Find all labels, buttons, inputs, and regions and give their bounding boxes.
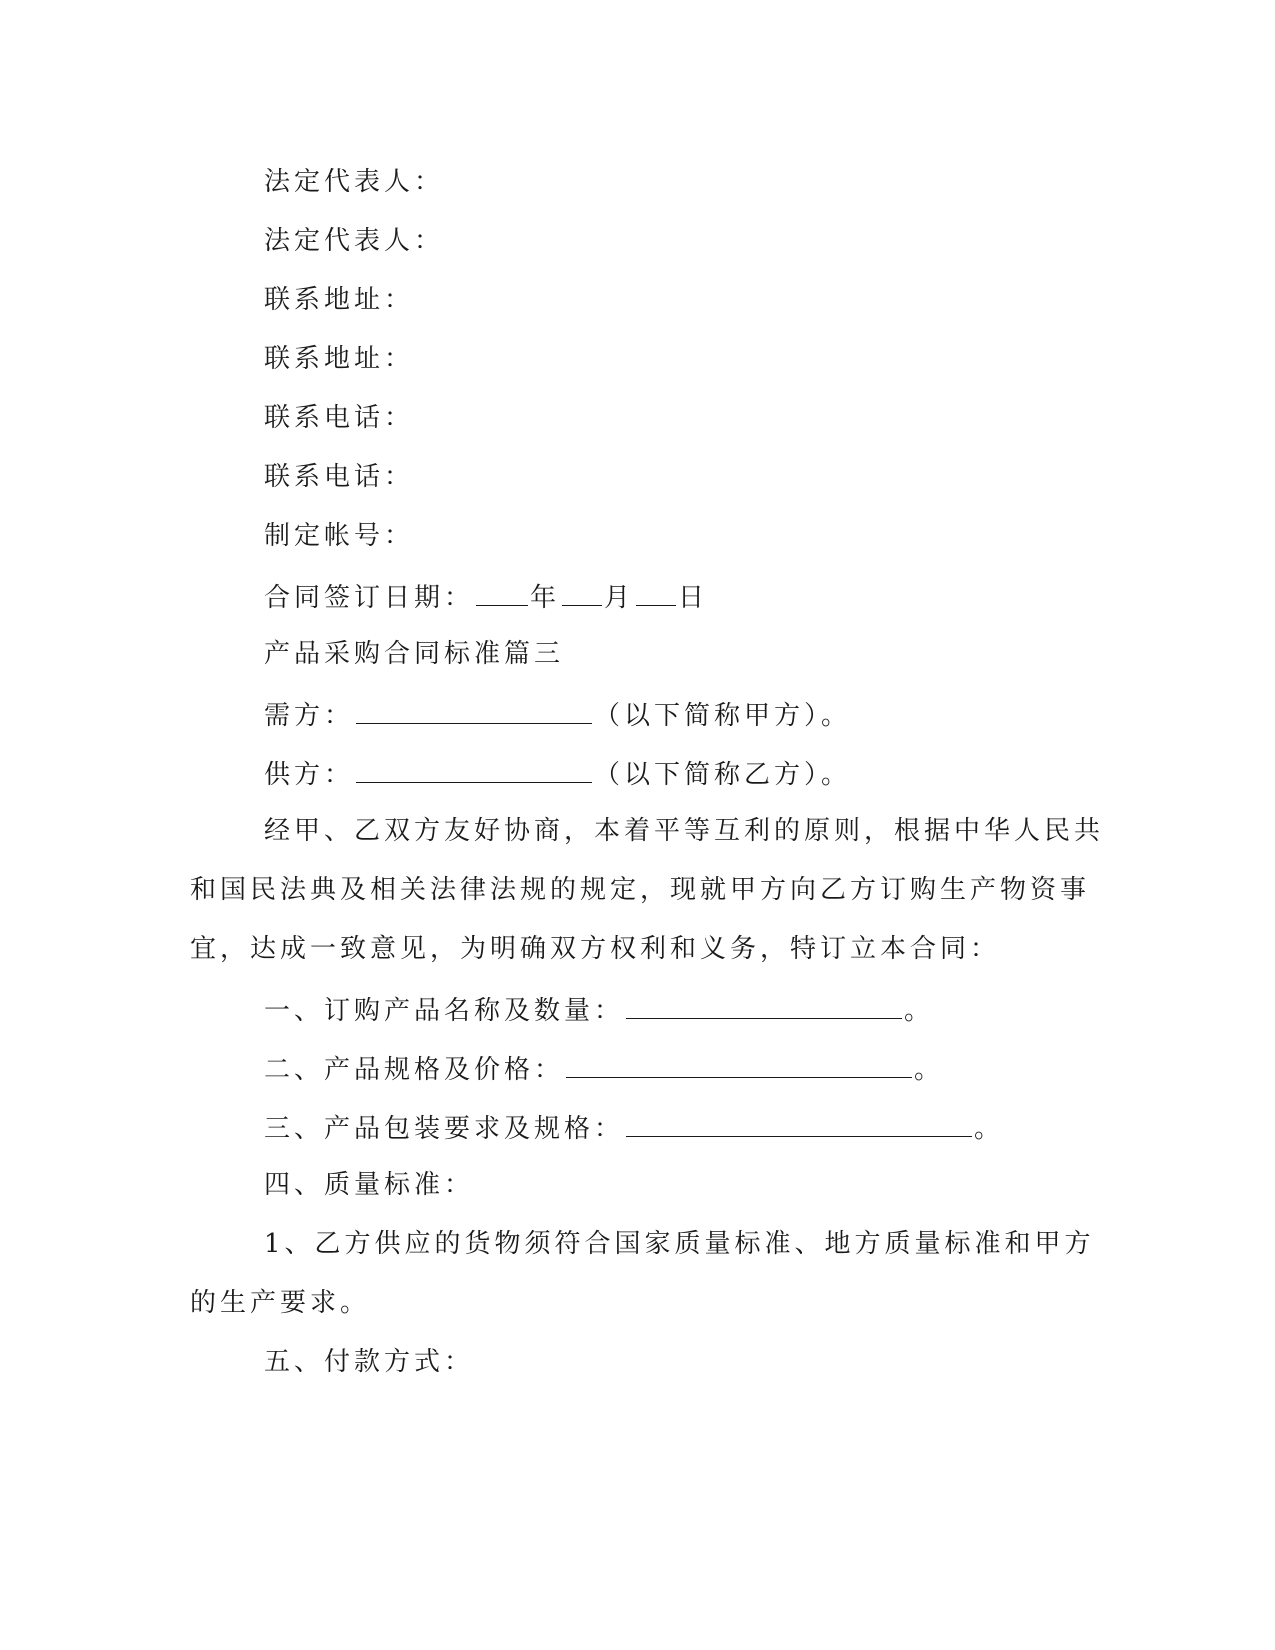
- clause-1-label: 一、订购产品名称及数量：: [264, 996, 625, 1026]
- clause-2-line: [264, 1049, 944, 1088]
- clause-2-label: 二、产品规格及价格：: [264, 1055, 565, 1085]
- clause-2-blank: [566, 1049, 912, 1078]
- year-label: 年: [530, 583, 561, 613]
- buyer-note: （以下简称甲方）。: [594, 701, 852, 731]
- section-title: 产品采购合同标准篇三: [264, 639, 565, 669]
- clause-1-end: 。: [904, 996, 935, 1026]
- month-label: 月: [604, 583, 635, 613]
- phone-line-1: 联系电话：: [264, 403, 415, 433]
- supplier-label: 供方：: [264, 760, 355, 790]
- phone-line-2: 联系电话：: [264, 462, 415, 492]
- supplier-note: （以下简称乙方）。: [594, 760, 852, 790]
- clause-4-heading: 四、质量标准：: [264, 1170, 475, 1200]
- clause-3-blank: [626, 1108, 972, 1137]
- clause-2-end: 。: [914, 1055, 945, 1085]
- intro-paragraph-line-3: 宜，达成一致意见，为明确双方权利和义务，特订立本合同：: [190, 934, 1001, 964]
- clause-1-blank: [626, 990, 902, 1019]
- sign-date-line: [264, 577, 708, 616]
- day-blank: [636, 577, 676, 606]
- intro-paragraph-line-1: 经甲、乙双方友好协商，本着平等互利的原则，根据中华人民共: [264, 816, 1105, 846]
- supplier-blank: [356, 754, 592, 783]
- clause-3-label: 三、产品包装要求及规格：: [264, 1114, 625, 1144]
- sign-date-label: 合同签订日期：: [264, 583, 475, 613]
- buyer-label: 需方：: [264, 701, 355, 731]
- intro-paragraph-line-2: 和国民法典及相关法律法规的规定，现就甲方向乙方订购生产物资事: [190, 875, 1091, 905]
- legal-rep-line-1: 法定代表人：: [264, 167, 445, 197]
- buyer-blank: [356, 695, 592, 724]
- address-line-1: 联系地址：: [264, 285, 415, 315]
- clause-3-end: 。: [974, 1114, 1005, 1144]
- buyer-line: [264, 695, 851, 734]
- clause-4-item-1-line-2: 的生产要求。: [190, 1288, 371, 1318]
- clause-4-item-1-line-1: 1、乙方供应的货物须符合国家质量标准、地方质量标准和甲方: [264, 1229, 1095, 1259]
- year-blank: [476, 577, 528, 606]
- month-blank: [562, 577, 602, 606]
- clause-3-line: [264, 1108, 1004, 1147]
- address-line-2: 联系地址：: [264, 344, 415, 374]
- legal-rep-line-2: 法定代表人：: [264, 226, 445, 256]
- clause-1-line: [264, 990, 934, 1029]
- supplier-line: [264, 754, 851, 793]
- clause-5-heading: 五、付款方式：: [264, 1347, 475, 1377]
- day-label: 日: [678, 583, 709, 613]
- account-line: 制定帐号：: [264, 521, 415, 551]
